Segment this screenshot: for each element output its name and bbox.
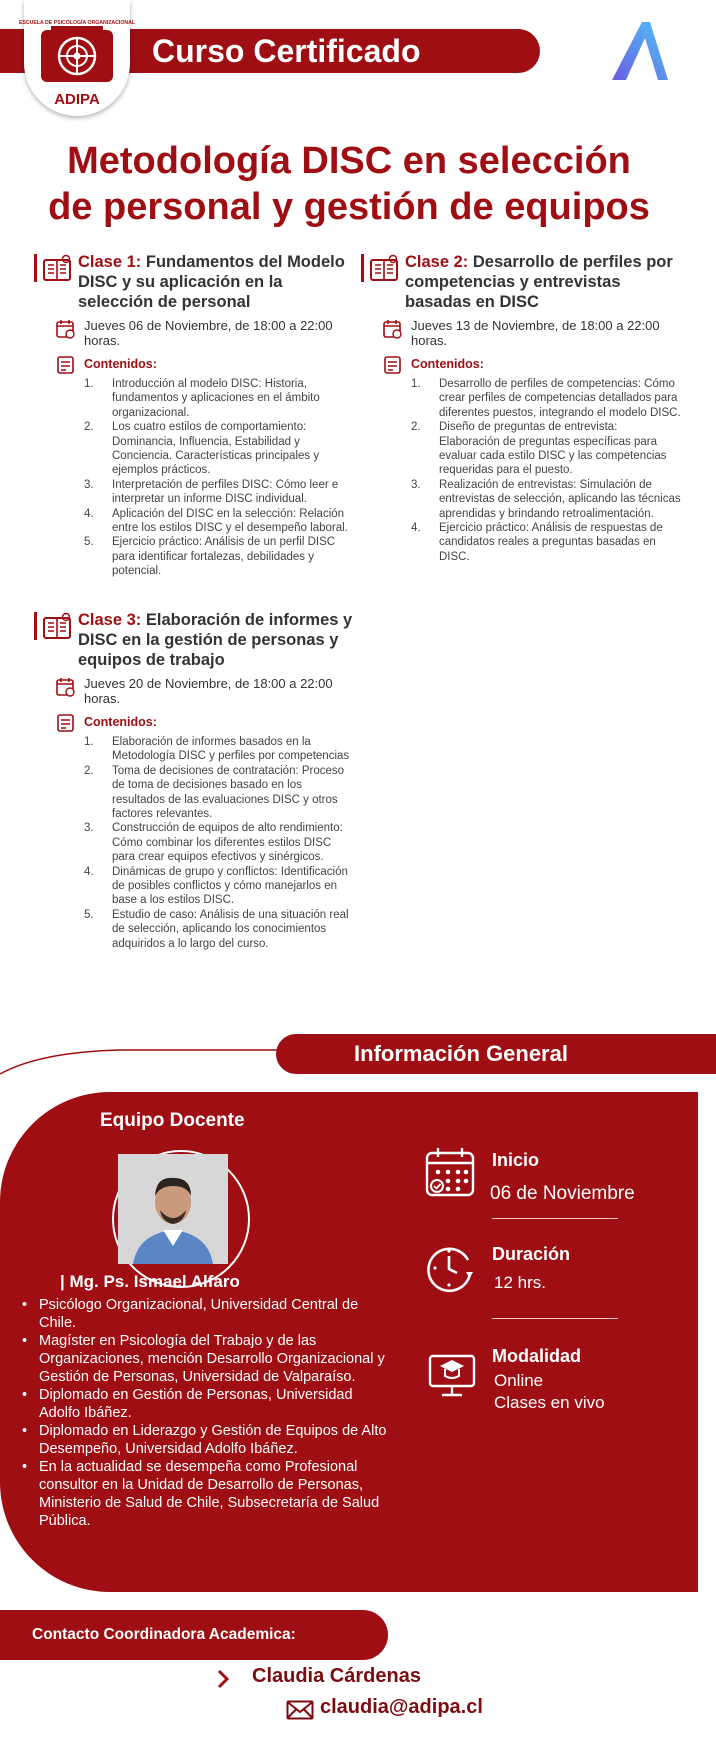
start-value: 06 de Noviembre <box>490 1183 635 1204</box>
class-1-block <box>34 252 354 579</box>
clock-icon <box>424 1242 478 1296</box>
book-icon <box>42 254 72 282</box>
chevron-right-icon <box>215 1668 231 1690</box>
list-item: 2. Diseño de preguntas de entrevista: Elaboración de preguntas específicas para evaluar cada estilo DISC y las competencias requeridas para el puesto. <box>411 421 667 477</box>
logo-text-bottom: ADIPA <box>54 91 100 108</box>
contact-name: Claudia Cárdenas <box>252 1665 421 1687</box>
duration-value: 12 hrs. <box>494 1273 546 1292</box>
class-1-contents-list <box>34 377 354 579</box>
teacher-avatar-icon <box>118 1154 228 1264</box>
mode-label: Modalidad <box>492 1346 581 1366</box>
list-item: • Diplomado en Gestión de Personas, Universidad Adolfo Ibáñez. <box>22 1386 392 1422</box>
duration-label: Duración <box>492 1244 571 1264</box>
class-2-date-row <box>361 318 681 348</box>
teacher-name: | Mg. Ps. Ismael Alfaro <box>60 1272 240 1291</box>
class-2-contents-list <box>361 377 681 564</box>
team-title: Equipo Docente <box>100 1110 245 1131</box>
class-1-header <box>34 252 354 312</box>
separator <box>492 1218 618 1219</box>
checklist-icon <box>56 713 76 733</box>
class-2-header <box>361 252 681 312</box>
separator <box>492 1318 618 1319</box>
class-1-date: Jueves 06 de Noviembre, de 18:00 a 22:00 horas. <box>84 318 333 348</box>
calendar-icon <box>424 1146 478 1200</box>
checklist-icon <box>383 355 403 375</box>
list-item: 2. Los cuatro estilos de comportamiento: Dominancia, Influencia, Estabilidad y Conciencia. Características principales y ejemplos prácticos. <box>84 421 320 477</box>
teacher-photo <box>118 1154 228 1264</box>
list-item: • Magíster en Psicología del Trabajo y de las Organizaciones, mención Desarrollo Organizacional y Gestión de Personas, Universidad de Valparaíso. <box>22 1332 392 1386</box>
list-item: 4. Aplicación del DISC en la selección: Relación entre los estilos DISC y el desempeño laboral. <box>84 507 348 535</box>
main-title <box>0 138 698 230</box>
class-1-contents-row <box>34 356 354 372</box>
class-3-contents-row <box>34 714 354 730</box>
list-item: • Psicólogo Organizacional, Universidad Central de Chile. <box>22 1296 392 1332</box>
book-icon <box>369 254 399 282</box>
checklist-icon <box>56 355 76 375</box>
contact-label: Contacto Coordinadora Academica: <box>32 1626 296 1643</box>
class-1-title: Fundamentos del Modelo DISC y su aplicación en la selección de personal <box>78 253 345 311</box>
class-2-date: Jueves 13 de Noviembre, de 18:00 a 22:00 horas. <box>411 318 660 348</box>
class-2-contents-label: Contenidos: <box>411 357 484 371</box>
teacher-bio-list <box>22 1296 392 1530</box>
class-3-date: Jueves 20 de Noviembre, de 18:00 a 22:00 horas. <box>84 676 333 706</box>
online-class-icon <box>426 1346 480 1400</box>
decorative-curve <box>0 1034 290 1080</box>
class-2-number: Clase 2: <box>405 253 469 271</box>
class-3-header <box>34 610 354 670</box>
list-item: 1. Desarrollo de perfiles de competencias: Cómo crear perfiles de competencias detallados para diferentes puestos, integrando el modelo DISC. <box>411 378 681 419</box>
class-3-number: Clase 3: <box>78 611 142 629</box>
list-item: 1. Introducción al modelo DISC: Historia, fundamentos y aplicaciones en el ámbito organizacional. <box>84 378 320 419</box>
brand-arrow-icon <box>608 20 670 82</box>
list-item: • En la actualidad se desempeña como Profesional consultor en la Unidad de Desarrollo de Personas, Ministerio de Salud de Chile, Subsecretaría de Salud Pública. <box>22 1458 392 1530</box>
class-1-date-row <box>34 318 354 348</box>
class-2-block <box>361 252 681 564</box>
class-3-date-row <box>34 676 354 706</box>
class-2-contents-row <box>361 356 681 372</box>
book-icon <box>42 612 72 640</box>
list-item: 4. Ejercicio práctico: Análisis de respuestas de candidatos reales a preguntas basadas en DISC. <box>411 522 663 563</box>
class-1-number: Clase 1: <box>78 253 142 271</box>
info-section-title: Información General <box>354 1041 568 1066</box>
class-3-title: Elaboración de informes y DISC en la gestión de personas y equipos de trabajo <box>78 611 353 669</box>
adipa-logo[interactable] <box>18 4 136 112</box>
contact-email[interactable]: claudia@adipa.cl <box>320 1696 483 1718</box>
class-3-contents-label: Contenidos: <box>84 715 157 729</box>
header-title: Curso Certificado <box>152 33 421 69</box>
start-label: Inicio <box>492 1150 540 1170</box>
calendar-clock-icon <box>383 319 403 339</box>
list-item: 4. Dinámicas de grupo y conflictos: Identificación de posibles conflictos y cómo manejarlos en base a los estilos DISC. <box>84 865 348 907</box>
logo-text-top: ESCUELA DE PSICOLOGÍA ORGANIZACIONAL <box>18 20 136 26</box>
class-2-title: Desarrollo de perfiles por competencias y entrevistas basadas en DISC <box>405 253 673 311</box>
class-1-contents-label: Contenidos: <box>84 357 157 371</box>
list-item: 5. Ejercicio práctico: Análisis de un perfil DISC para identificar fortalezas, debilidades y potencial. <box>84 536 336 578</box>
main-title-line2: de personal y gestión de equipos <box>48 186 650 228</box>
calendar-clock-icon <box>56 677 76 697</box>
list-item: • Diplomado en Liderazgo y Gestión de Equipos de Alto Desempeño, Universidad Adolfo Ibáñez. <box>22 1422 392 1458</box>
mode-value-online: Online <box>494 1371 544 1390</box>
main-title-line1: Metodología DISC en selección <box>67 140 631 182</box>
calendar-clock-icon <box>56 319 76 339</box>
list-item: 3. Realización de entrevistas: Simulación de entrevistas de selección, aplicando las técnicas aprendidas y brindando retroalimentación. <box>411 478 681 520</box>
class-3-contents-list <box>34 735 354 951</box>
list-item: 3. Interpretación de perfiles DISC: Cómo leer e interpretar un informe DISC individual. <box>84 478 339 506</box>
mail-icon <box>286 1700 314 1720</box>
list-item: 5. Estudio de caso: Análisis de una situación real de selección, aplicando los conocimientos adquiridos a lo largo del curso. <box>84 908 349 950</box>
list-item: 3. Construcción de equipos de alto rendimiento: Cómo combinar los diferentes estilos DISC para crear equipos efectivos y sinérgicos. <box>84 822 343 864</box>
list-item: 1. Elaboración de informes basados en la Metodología DISC y perfiles por competencias <box>84 736 350 763</box>
list-item: 2. Toma de decisiones de contratación: Proceso de toma de decisiones basado en los resultados de las evaluaciones DISC y otros factores relevantes. <box>84 764 345 821</box>
class-3-block <box>34 610 354 951</box>
mode-value-live: Clases en vivo <box>494 1393 605 1412</box>
